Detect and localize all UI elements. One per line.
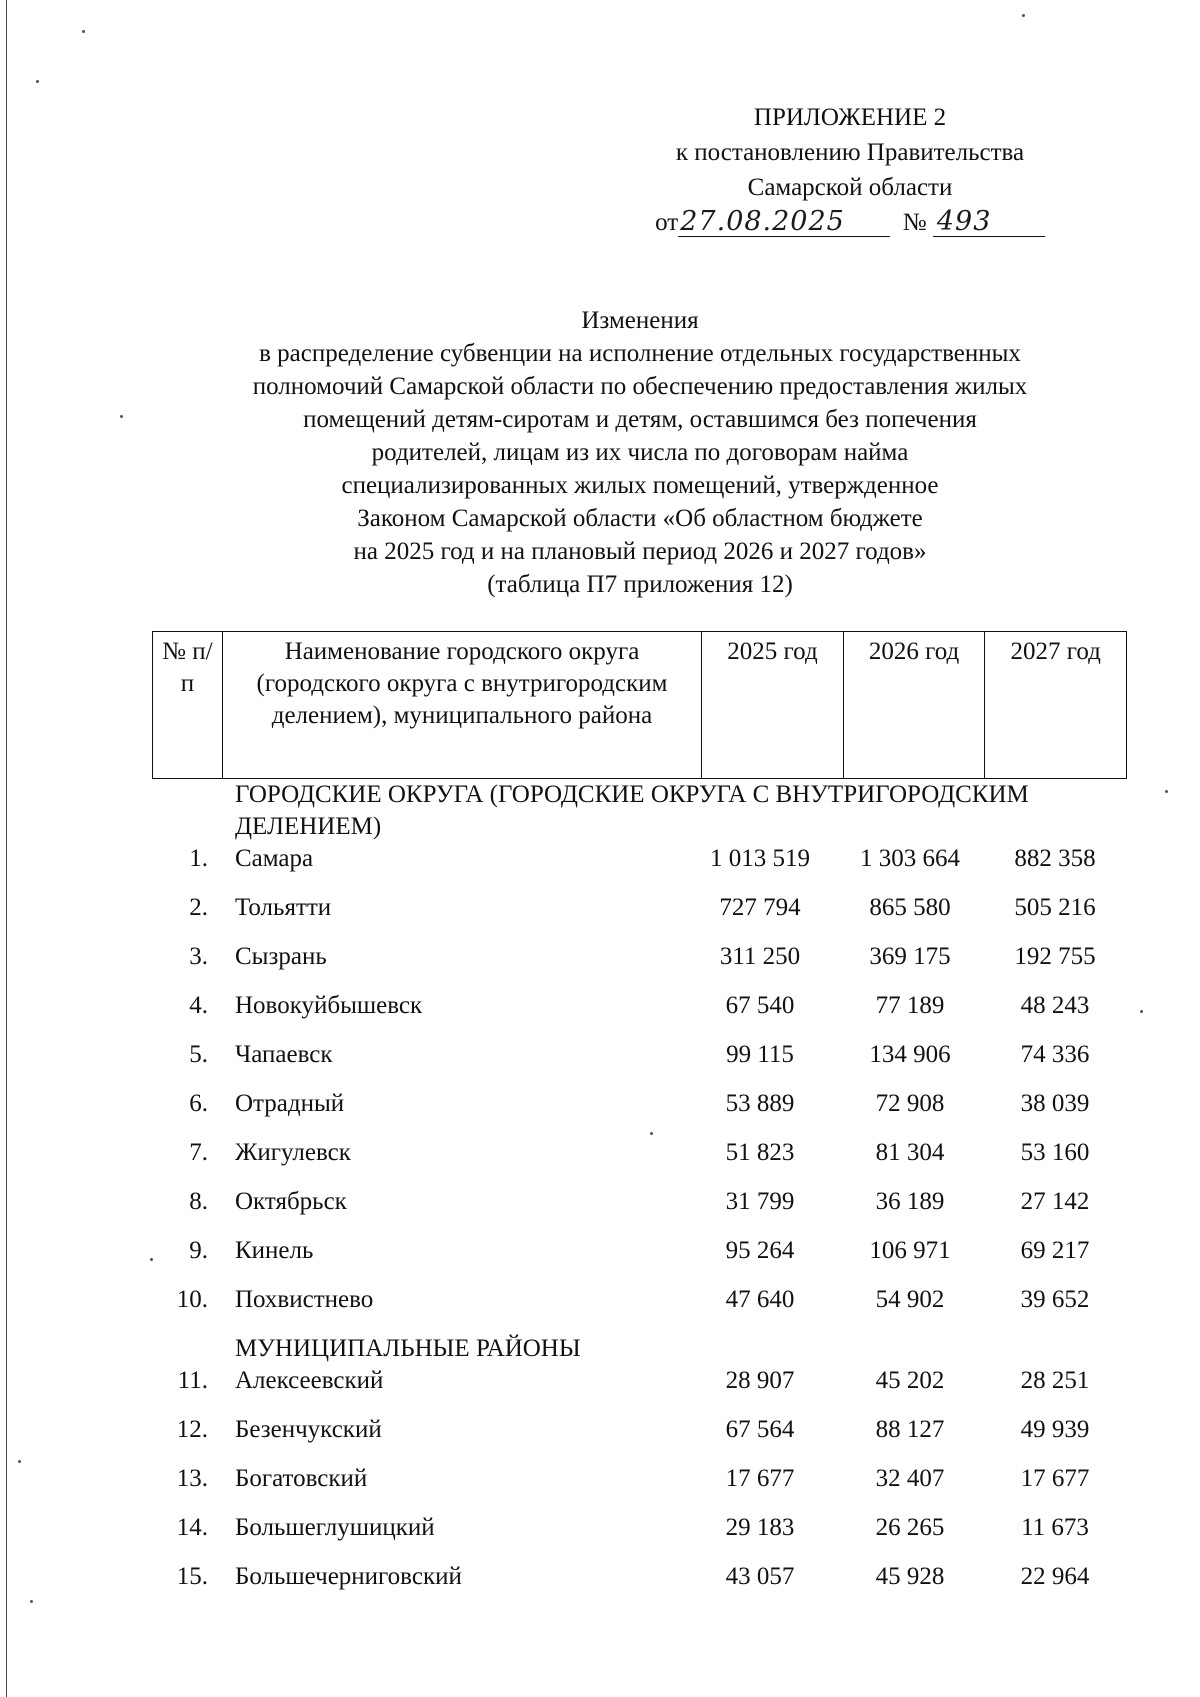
row-name: Сызрань <box>235 943 327 970</box>
row-name: Большечерниговский <box>235 1563 462 1590</box>
row-value-2026: 72 908 <box>875 1090 945 1117</box>
row-value-2027: 38 039 <box>1020 1090 1090 1117</box>
row-name: Большеглушицкий <box>235 1514 435 1541</box>
row-name: Новокуйбышевск <box>235 992 423 1019</box>
table-row <box>0 940 1200 974</box>
row-number: 15. <box>176 1563 208 1590</box>
row-value-2026: 45 928 <box>875 1563 945 1590</box>
scan-speck <box>18 1460 21 1463</box>
row-name: Безенчукский <box>235 1416 382 1443</box>
section-heading-city-districts: ГОРОДСКИЕ ОКРУГА (ГОРОДСКИЕ ОКРУГА С ВНУТРИГОРОДСКИМ ДЕЛЕНИЕМ) <box>235 781 1029 840</box>
row-number: 11. <box>177 1367 208 1394</box>
row-value-2027: 17 677 <box>1020 1465 1090 1492</box>
row-value-2027: 74 336 <box>1020 1041 1090 1068</box>
appendix-title: ПРИЛОЖЕНИЕ 2 <box>753 104 947 131</box>
row-value-2025: 95 264 <box>725 1237 795 1264</box>
appendix-header <box>600 100 1100 240</box>
row-name: Похвистнево <box>235 1286 374 1313</box>
scan-speck <box>650 1132 653 1135</box>
row-value-2025: 43 057 <box>725 1563 795 1590</box>
row-value-2025: 31 799 <box>725 1188 795 1215</box>
row-name: Самара <box>235 845 314 872</box>
row-name: Тольятти <box>235 894 332 921</box>
row-value-2027: 192 755 <box>1014 943 1096 970</box>
row-value-2025: 47 640 <box>725 1286 795 1313</box>
row-number: 3. <box>189 943 208 970</box>
table-row <box>0 1283 1200 1317</box>
row-value-2025: 17 677 <box>725 1465 795 1492</box>
row-number: 1. <box>189 845 208 872</box>
row-value-2025: 67 540 <box>725 992 795 1019</box>
column-header-name: Наименование городского округа (городского округа с внутригородским делением), муниципального района <box>222 632 701 779</box>
appendix-decree-line: к постановлению Правительства <box>675 139 1025 166</box>
row-value-2027: 49 939 <box>1020 1416 1090 1443</box>
table-row <box>0 1560 1200 1594</box>
table-row <box>0 1462 1200 1496</box>
row-value-2027: 505 216 <box>1014 894 1096 921</box>
document-title <box>160 304 1120 601</box>
title-line: Изменения <box>581 307 699 334</box>
row-value-2026: 134 906 <box>869 1041 951 1068</box>
row-value-2027: 11 673 <box>1021 1514 1089 1541</box>
row-name: Кинель <box>235 1237 314 1264</box>
row-name: Богатовский <box>235 1465 368 1492</box>
scan-speck <box>1165 790 1168 793</box>
table-row <box>0 1185 1200 1219</box>
row-value-2027: 48 243 <box>1020 992 1090 1019</box>
title-line: на 2025 год и на плановый период 2026 и 2027 годов» <box>353 538 927 565</box>
row-value-2027: 69 217 <box>1020 1237 1090 1264</box>
section-heading-municipal-districts: МУНИЦИПАЛЬНЫЕ РАЙОНЫ <box>235 1335 581 1362</box>
row-number: 7. <box>189 1139 208 1166</box>
row-number: 8. <box>189 1188 208 1215</box>
row-number: 10. <box>176 1286 208 1313</box>
row-value-2027: 882 358 <box>1014 845 1096 872</box>
column-header-2027: 2027 год <box>985 632 1127 779</box>
row-number: 4. <box>189 992 208 1019</box>
row-number: 6. <box>189 1090 208 1117</box>
row-value-2025: 311 250 <box>719 943 801 970</box>
row-value-2025: 51 823 <box>725 1139 795 1166</box>
row-value-2026: 88 127 <box>875 1416 945 1443</box>
row-value-2026: 77 189 <box>875 992 945 1019</box>
appendix-region-line: Самарской области <box>747 174 953 201</box>
row-value-2027: 28 251 <box>1020 1367 1090 1394</box>
table-row <box>0 1087 1200 1121</box>
row-name: Октябрьск <box>235 1188 347 1215</box>
row-number: 12. <box>176 1416 208 1443</box>
decree-date-number-line <box>600 205 1100 240</box>
scan-speck <box>36 80 39 83</box>
row-value-2025: 727 794 <box>719 894 801 921</box>
row-value-2025: 67 564 <box>725 1416 795 1443</box>
table-row <box>0 1413 1200 1447</box>
decree-number: 493 <box>933 208 1045 237</box>
row-name: Чапаевск <box>235 1041 333 1068</box>
title-line: в распределение субвенции на исполнение отдельных государственных <box>259 340 1021 367</box>
row-value-2025: 99 115 <box>726 1041 794 1068</box>
row-value-2026: 1 303 664 <box>860 845 960 872</box>
title-line: помещений детям-сиротам и детям, оставшимся без попечения <box>303 406 977 433</box>
row-value-2027: 22 964 <box>1020 1563 1090 1590</box>
row-name: Отрадный <box>235 1090 345 1117</box>
row-value-2026: 32 407 <box>875 1465 945 1492</box>
row-value-2026: 865 580 <box>869 894 951 921</box>
row-name: Жигулевск <box>235 1139 351 1166</box>
title-line: (таблица П7 приложения 12) <box>487 571 793 598</box>
column-header-2025: 2025 год <box>702 632 844 779</box>
scan-speck <box>150 1258 153 1261</box>
row-value-2025: 28 907 <box>725 1367 795 1394</box>
table-row <box>0 1511 1200 1545</box>
table-row <box>0 1136 1200 1170</box>
decree-date: 27.08.2025 <box>678 208 890 237</box>
row-value-2026: 369 175 <box>869 943 951 970</box>
row-value-2026: 54 902 <box>875 1286 945 1313</box>
row-value-2025: 29 183 <box>725 1514 795 1541</box>
scan-speck <box>1140 1010 1143 1013</box>
table-row <box>0 989 1200 1023</box>
table-header <box>152 631 1127 779</box>
table-header-row <box>153 632 1127 779</box>
row-value-2025: 53 889 <box>725 1090 795 1117</box>
title-line: специализированных жилых помещений, утвержденное <box>341 472 939 499</box>
title-line: Законом Самарской области «Об областном бюджете <box>357 505 923 532</box>
table-row <box>0 1038 1200 1072</box>
row-value-2026: 106 971 <box>869 1237 951 1264</box>
title-line: полномочий Самарской области по обеспечению предоставления жилых <box>252 373 1028 400</box>
table-row <box>0 891 1200 925</box>
row-value-2027: 27 142 <box>1020 1188 1090 1215</box>
scan-speck <box>120 415 123 418</box>
scan-speck <box>1022 14 1025 17</box>
table-row <box>0 1234 1200 1268</box>
column-header-2026: 2026 год <box>843 632 985 779</box>
row-value-2026: 81 304 <box>875 1139 945 1166</box>
row-value-2026: 36 189 <box>875 1188 945 1215</box>
row-value-2026: 45 202 <box>875 1367 945 1394</box>
table-row <box>0 1364 1200 1398</box>
row-value-2027: 53 160 <box>1020 1139 1090 1166</box>
scan-speck <box>30 1600 33 1603</box>
number-label: № <box>902 209 927 236</box>
table-row <box>0 842 1200 876</box>
row-value-2026: 26 265 <box>875 1514 945 1541</box>
from-label: от <box>655 209 679 236</box>
row-number: 2. <box>189 894 208 921</box>
row-value-2025: 1 013 519 <box>710 845 810 872</box>
column-header-num: № п/п <box>153 632 223 779</box>
row-number: 13. <box>176 1465 208 1492</box>
row-number: 9. <box>189 1237 208 1264</box>
row-value-2027: 39 652 <box>1020 1286 1090 1313</box>
row-number: 5. <box>189 1041 208 1068</box>
title-line: родителей, лицам из их числа по договорам найма <box>371 439 909 466</box>
scan-speck <box>82 30 85 33</box>
row-number: 14. <box>176 1514 208 1541</box>
row-name: Алексеевский <box>235 1367 384 1394</box>
